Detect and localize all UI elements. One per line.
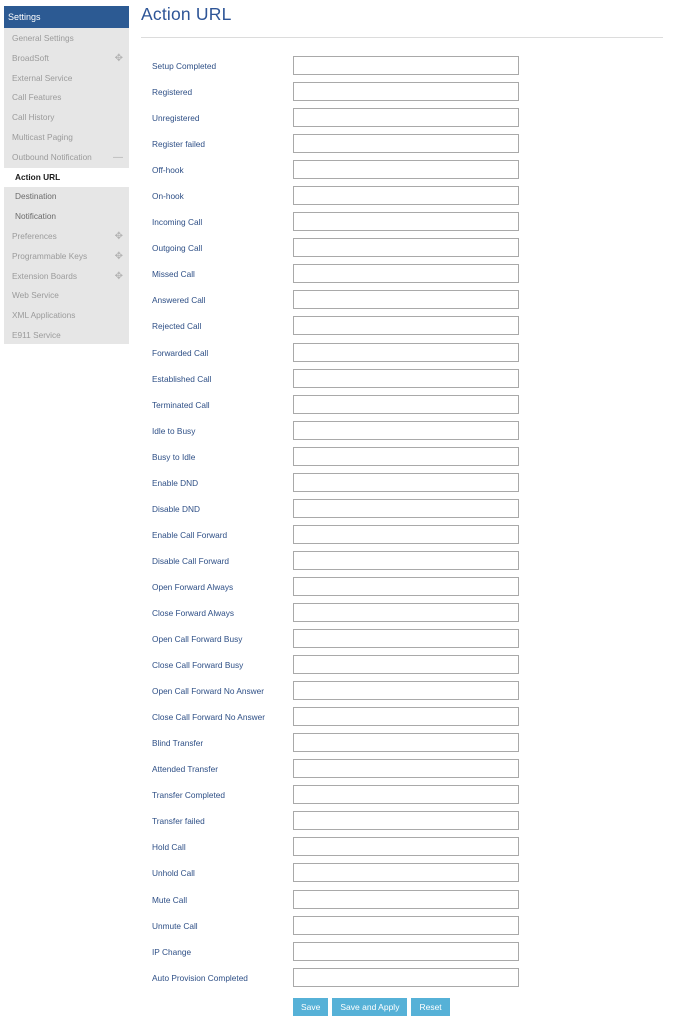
form-row (152, 942, 532, 968)
unhold-call-url-input[interactable] (293, 863, 519, 882)
expand-icon[interactable]: ✥ (114, 52, 123, 64)
expand-icon[interactable]: ✥ (114, 270, 123, 282)
attended-transfer-url-input[interactable] (293, 759, 519, 778)
unregistered-url-input[interactable] (293, 108, 519, 127)
collapse-icon[interactable]: — (113, 151, 123, 163)
auto-provision-completed-url-input[interactable] (293, 968, 519, 987)
form-buttons (293, 998, 450, 1016)
mute-call-url-input[interactable] (293, 890, 519, 909)
sidebar-item-preferences[interactable] (4, 227, 129, 247)
form-row (152, 160, 532, 186)
sidebar-item-multicast-paging[interactable] (4, 128, 129, 148)
sidebar-item-label: Multicast Paging (12, 131, 73, 142)
incoming-call-url-input[interactable] (293, 212, 519, 231)
busy-to-idle-url-input[interactable] (293, 447, 519, 466)
form-row (152, 473, 532, 499)
field-label-open-call-forward-busy: Open Call Forward Busy (152, 634, 243, 645)
form-row (152, 785, 532, 811)
blind-transfer-url-input[interactable] (293, 733, 519, 752)
sidebar-item-broadsoft[interactable] (4, 49, 129, 69)
open-call-forward-no-answer-url-input[interactable] (293, 681, 519, 700)
form-row (152, 238, 532, 264)
field-label-hold-call: Hold Call (152, 842, 186, 853)
page-title: Action URL (141, 4, 232, 24)
sidebar-item-label: E911 Service (12, 329, 61, 340)
field-label-open-call-forward-no-answer: Open Call Forward No Answer (152, 686, 265, 697)
form-row (152, 212, 532, 238)
field-label-forwarded-call: Forwarded Call (152, 347, 209, 358)
sidebar-item-call-features[interactable] (4, 88, 129, 108)
sidebar-item-label: External Service (12, 72, 73, 83)
sidebar-item-e911-service[interactable] (4, 326, 129, 346)
sidebar-item-extension-boards[interactable] (4, 267, 129, 287)
field-label-off-hook: Off-hook (152, 165, 184, 176)
sidebar-item-web-service[interactable] (4, 286, 129, 306)
field-label-outgoing-call: Outgoing Call (152, 243, 203, 254)
field-label-register-failed: Register failed (152, 139, 206, 150)
sidebar-header: Settings (4, 6, 129, 28)
established-call-url-input[interactable] (293, 369, 519, 388)
enable-call-forward-url-input[interactable] (293, 525, 519, 544)
form-row (152, 186, 532, 212)
sidebar-item-label: Preferences (12, 230, 57, 241)
sidebar-item-label: Extension Boards (12, 270, 78, 281)
sidebar-item-label: Call Features (12, 92, 62, 103)
sidebar-item-xml-applications[interactable] (4, 306, 129, 326)
unmute-call-url-input[interactable] (293, 916, 519, 935)
field-label-on-hook: On-hook (152, 191, 184, 202)
action-url-form (152, 56, 532, 994)
close-forward-always-url-input[interactable] (293, 603, 519, 622)
field-label-unmute-call: Unmute Call (152, 920, 198, 931)
field-label-close-call-forward-no-answer: Close Call Forward No Answer (152, 712, 265, 723)
form-row (152, 655, 532, 681)
sidebar-item-destination[interactable] (4, 187, 129, 207)
field-label-missed-call: Missed Call (152, 269, 195, 280)
missed-call-url-input[interactable] (293, 264, 519, 283)
form-row (152, 629, 532, 655)
close-call-forward-no-answer-url-input[interactable] (293, 707, 519, 726)
off-hook-url-input[interactable] (293, 160, 519, 179)
field-label-terminated-call: Terminated Call (152, 399, 210, 410)
field-label-answered-call: Answered Call (152, 295, 206, 306)
field-label-attended-transfer: Attended Transfer (152, 764, 218, 775)
idle-to-busy-url-input[interactable] (293, 421, 519, 440)
reset-button[interactable]: Reset (411, 998, 449, 1016)
field-label-rejected-call: Rejected Call (152, 321, 202, 332)
disable-call-forward-url-input[interactable] (293, 551, 519, 570)
sidebar-item-general-settings[interactable] (4, 29, 129, 49)
save-button[interactable]: Save (293, 998, 328, 1016)
form-row (152, 551, 532, 577)
field-label-enable-dnd: Enable DND (152, 477, 199, 488)
form-row (152, 56, 532, 82)
sidebar-item-label: Destination (15, 191, 57, 202)
terminated-call-url-input[interactable] (293, 395, 519, 414)
form-row (152, 290, 532, 316)
transfer-failed-url-input[interactable] (293, 811, 519, 830)
field-label-setup-completed: Setup Completed (152, 61, 217, 71)
form-row (152, 316, 532, 342)
form-row (152, 681, 532, 707)
expand-icon[interactable]: ✥ (114, 230, 123, 242)
field-label-disable-call-forward: Disable Call Forward (152, 555, 230, 566)
form-row (152, 343, 532, 369)
outgoing-call-url-input[interactable] (293, 238, 519, 257)
form-row (152, 577, 532, 603)
on-hook-url-input[interactable] (293, 186, 519, 205)
form-row (152, 811, 532, 837)
form-row (152, 421, 532, 447)
field-label-unhold-call: Unhold Call (152, 868, 195, 879)
field-label-close-forward-always: Close Forward Always (152, 607, 235, 618)
open-forward-always-url-input[interactable] (293, 577, 519, 596)
form-row (152, 733, 532, 759)
title-divider (141, 37, 663, 38)
registered-url-input[interactable] (293, 82, 519, 101)
field-label-transfer-failed: Transfer failed (152, 816, 205, 827)
form-row (152, 108, 532, 134)
field-label-disable-dnd: Disable DND (152, 503, 200, 514)
field-label-unregistered: Unregistered (152, 113, 200, 124)
form-row (152, 603, 532, 629)
field-label-established-call: Established Call (152, 373, 212, 384)
save-and-apply-button[interactable]: Save and Apply (332, 998, 407, 1016)
rejected-call-url-input[interactable] (293, 316, 519, 335)
field-label-idle-to-busy: Idle to Busy (152, 425, 196, 436)
sidebar-item-label: BroadSoft (12, 52, 49, 63)
sidebar-item-label: General Settings (12, 33, 74, 43)
sidebar-item-label: Programmable Keys (12, 250, 88, 261)
form-row (152, 369, 532, 395)
disable-dnd-url-input[interactable] (293, 499, 519, 518)
enable-dnd-url-input[interactable] (293, 473, 519, 492)
form-row (152, 395, 532, 421)
sidebar-item-notification[interactable] (4, 207, 129, 227)
setup-completed-url-input[interactable] (293, 56, 519, 75)
form-row (152, 759, 532, 785)
field-label-incoming-call: Incoming Call (152, 217, 203, 228)
ip-change-url-input[interactable] (293, 942, 519, 961)
form-row (152, 525, 532, 551)
form-row (152, 134, 532, 160)
sidebar-item-external-service[interactable] (4, 69, 129, 89)
transfer-completed-url-input[interactable] (293, 785, 519, 804)
sidebar-item-action-url[interactable] (4, 168, 129, 188)
forwarded-call-url-input[interactable] (293, 343, 519, 362)
sidebar (4, 6, 129, 344)
sidebar-item-label: Outbound Notification (12, 151, 92, 162)
field-label-busy-to-idle: Busy to Idle (152, 451, 196, 462)
sidebar-item-call-history[interactable] (4, 108, 129, 128)
field-label-blind-transfer: Blind Transfer (152, 738, 204, 749)
sidebar-item-label: Web Service (12, 290, 59, 301)
form-row (152, 264, 532, 290)
register-failed-url-input[interactable] (293, 134, 519, 153)
sidebar-item-outbound-notification[interactable] (4, 148, 129, 168)
form-row (152, 890, 532, 916)
close-call-forward-busy-url-input[interactable] (293, 655, 519, 674)
form-row (152, 837, 532, 863)
field-label-ip-change: IP Change (152, 946, 192, 957)
field-label-mute-call: Mute Call (152, 894, 188, 905)
expand-icon[interactable]: ✥ (114, 250, 123, 262)
sidebar-item-label: XML Applications (12, 310, 76, 321)
sidebar-item-programmable-keys[interactable] (4, 247, 129, 267)
form-row (152, 707, 532, 733)
form-row (152, 863, 532, 889)
answered-call-url-input[interactable] (293, 290, 519, 309)
sidebar-item-label: Notification (15, 211, 57, 222)
sidebar-item-label: Call History (12, 112, 55, 123)
field-label-open-forward-always: Open Forward Always (152, 581, 234, 592)
sidebar-item-label: Action URL (15, 171, 61, 182)
hold-call-url-input[interactable] (293, 837, 519, 856)
field-label-close-call-forward-busy: Close Call Forward Busy (152, 660, 244, 671)
field-label-enable-call-forward: Enable Call Forward (152, 529, 228, 540)
form-row (152, 82, 532, 108)
field-label-registered: Registered (152, 87, 193, 98)
open-call-forward-busy-url-input[interactable] (293, 629, 519, 648)
sidebar-menu (4, 28, 129, 344)
field-label-transfer-completed: Transfer Completed (152, 790, 226, 801)
field-label-auto-provision-completed: Auto Provision Completed (152, 972, 248, 983)
form-row (152, 968, 532, 994)
form-row (152, 447, 532, 473)
form-row (152, 499, 532, 525)
form-row (152, 916, 532, 942)
